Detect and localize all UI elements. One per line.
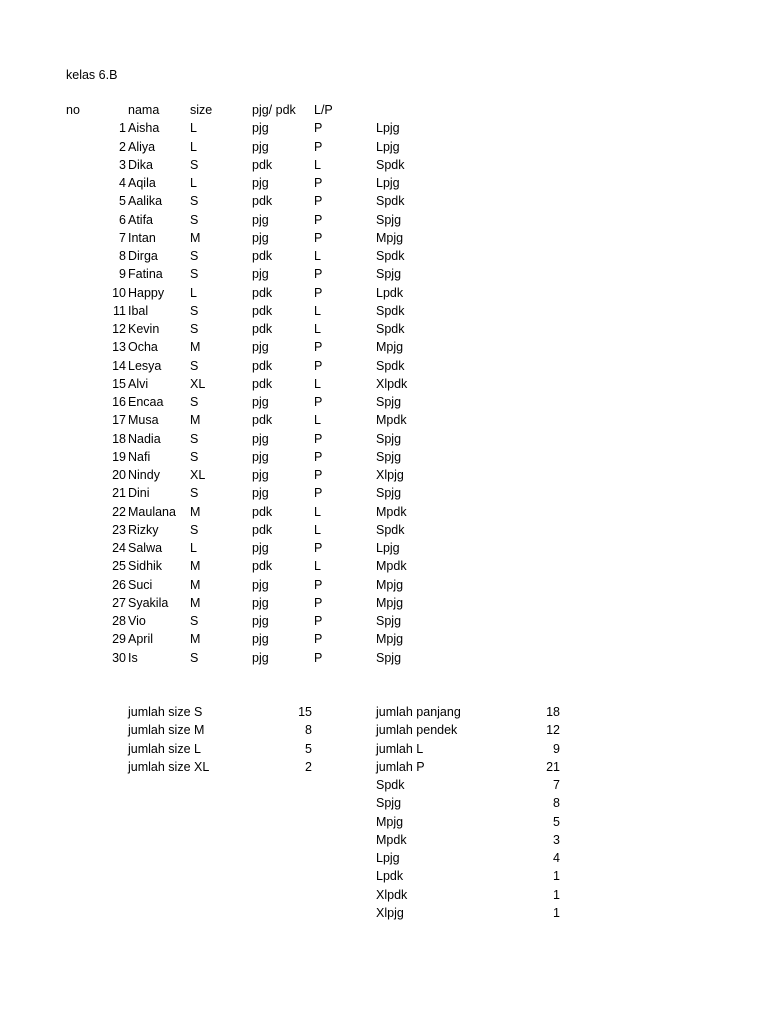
cell-nama: Rizky bbox=[128, 522, 159, 537]
size-summary-table bbox=[128, 703, 312, 776]
cell-code: Spjg bbox=[376, 486, 402, 501]
table-row bbox=[66, 503, 456, 521]
cell-nama: Ibal bbox=[128, 303, 149, 318]
summary-value: 21 bbox=[546, 759, 560, 774]
cell-pjg-pdk: pjg bbox=[252, 468, 269, 482]
cell-code: Spjg bbox=[376, 267, 402, 282]
cell-lp: L bbox=[314, 303, 321, 318]
cell-no: 16 bbox=[112, 395, 126, 409]
summary-label: jumlah pendek bbox=[376, 723, 458, 738]
cell-size: S bbox=[190, 395, 199, 409]
header-nama: nama bbox=[128, 103, 160, 117]
cell-no: 29 bbox=[112, 632, 126, 647]
cell-no: 21 bbox=[112, 486, 126, 501]
table-row bbox=[66, 557, 456, 575]
summary-value: 1 bbox=[553, 887, 560, 902]
cell-nama: Aqila bbox=[128, 176, 156, 190]
cell-no: 8 bbox=[119, 249, 126, 263]
table-row bbox=[66, 265, 456, 283]
cell-code: Lpjg bbox=[376, 121, 400, 136]
cell-code: Spjg bbox=[376, 431, 402, 446]
cell-size: M bbox=[190, 595, 201, 610]
summary-row bbox=[376, 886, 560, 904]
cell-size: L bbox=[190, 541, 197, 555]
table-row bbox=[66, 338, 456, 356]
summary-row bbox=[376, 904, 560, 922]
cell-pjg-pdk: pdk bbox=[252, 249, 273, 263]
cell-nama: April bbox=[128, 632, 154, 647]
cell-no: 13 bbox=[112, 340, 126, 355]
cell-nama: Fatina bbox=[128, 267, 163, 282]
cell-size: S bbox=[190, 614, 199, 628]
cell-size: M bbox=[190, 632, 201, 647]
cell-pjg-pdk: pdk bbox=[252, 303, 273, 318]
table-row bbox=[66, 466, 456, 484]
cell-pjg-pdk: pdk bbox=[252, 322, 273, 336]
cell-nama: Nindy bbox=[128, 468, 160, 482]
cell-size: M bbox=[190, 577, 201, 592]
cell-no: 6 bbox=[119, 212, 126, 227]
cell-lp: P bbox=[314, 121, 323, 136]
cell-no: 26 bbox=[112, 577, 126, 592]
cell-size: S bbox=[190, 303, 199, 318]
cell-nama: Musa bbox=[128, 413, 159, 428]
cell-lp: L bbox=[314, 522, 321, 537]
summary-row bbox=[128, 740, 312, 758]
cell-size: M bbox=[190, 504, 201, 519]
cell-code: Spdk bbox=[376, 157, 405, 172]
cell-pjg-pdk: pjg bbox=[252, 230, 269, 245]
table-row bbox=[66, 484, 456, 502]
cell-pjg-pdk: pjg bbox=[252, 395, 269, 409]
cell-lp: P bbox=[314, 449, 323, 464]
cell-pjg-pdk: pdk bbox=[252, 194, 273, 209]
cell-nama: Salwa bbox=[128, 541, 163, 555]
summary-value: 3 bbox=[553, 832, 560, 847]
table-row bbox=[66, 411, 456, 429]
summary-label: jumlah L bbox=[376, 741, 424, 756]
cell-nama: Dirga bbox=[128, 249, 158, 263]
cell-lp: P bbox=[314, 650, 323, 665]
cell-size: S bbox=[190, 157, 199, 172]
cell-nama: Ocha bbox=[128, 340, 158, 355]
cell-size: L bbox=[190, 139, 197, 154]
cell-nama: Dini bbox=[128, 486, 150, 501]
cell-code: Spjg bbox=[376, 212, 402, 227]
cell-pjg-pdk: pdk bbox=[252, 358, 273, 373]
cell-code: Spdk bbox=[376, 322, 405, 336]
table-row bbox=[66, 375, 456, 393]
cell-size: S bbox=[190, 212, 199, 227]
cell-no: 3 bbox=[119, 157, 126, 172]
student-table bbox=[66, 101, 456, 667]
cell-nama: Vio bbox=[128, 614, 146, 628]
cell-no: 25 bbox=[112, 559, 126, 574]
cell-pjg-pdk: pjg bbox=[252, 632, 269, 647]
cell-nama: Atifa bbox=[128, 212, 154, 227]
cell-lp: P bbox=[314, 139, 323, 154]
table-row bbox=[66, 320, 456, 338]
cell-nama: Maulana bbox=[128, 504, 176, 519]
cell-no: 28 bbox=[112, 614, 126, 628]
cell-no: 17 bbox=[112, 413, 126, 428]
cell-code: Spjg bbox=[376, 650, 402, 665]
header-pjg-pdk: pjg/ pdk bbox=[252, 103, 296, 117]
table-row bbox=[66, 211, 456, 229]
cell-size: L bbox=[190, 176, 197, 190]
table-row bbox=[66, 357, 456, 375]
cell-nama: Aisha bbox=[128, 121, 160, 136]
table-row bbox=[66, 247, 456, 265]
cell-pjg-pdk: pjg bbox=[252, 541, 269, 555]
cell-size: L bbox=[190, 285, 197, 300]
cell-pjg-pdk: pjg bbox=[252, 267, 269, 282]
cell-no: 23 bbox=[112, 522, 126, 537]
cell-nama: Alvi bbox=[128, 376, 149, 391]
cell-size: S bbox=[190, 194, 199, 209]
cell-pjg-pdk: pdk bbox=[252, 376, 273, 391]
cell-size: S bbox=[190, 522, 199, 537]
cell-nama: Kevin bbox=[128, 322, 160, 336]
cell-pjg-pdk: pjg bbox=[252, 176, 269, 190]
table-row bbox=[66, 119, 456, 137]
cell-no: 18 bbox=[112, 431, 126, 446]
cell-nama: Sidhik bbox=[128, 559, 163, 574]
cell-no: 5 bbox=[119, 194, 126, 209]
type-summary-table bbox=[376, 703, 560, 922]
cell-pjg-pdk: pjg bbox=[252, 577, 269, 592]
cell-lp: P bbox=[314, 468, 323, 482]
summary-value: 1 bbox=[553, 905, 560, 920]
table-row bbox=[66, 156, 456, 174]
cell-size: M bbox=[190, 340, 201, 355]
summary-label: jumlah size XL bbox=[128, 759, 210, 774]
summary-label: Spjg bbox=[376, 796, 402, 811]
table-row bbox=[66, 174, 456, 192]
cell-code: Spjg bbox=[376, 614, 402, 628]
cell-lp: L bbox=[314, 249, 321, 263]
cell-code: Spjg bbox=[376, 449, 402, 464]
cell-nama: Suci bbox=[128, 577, 153, 592]
cell-code: Spdk bbox=[376, 358, 405, 373]
cell-nama: Syakila bbox=[128, 595, 169, 610]
table-row bbox=[66, 649, 456, 667]
cell-pjg-pdk: pdk bbox=[252, 522, 273, 537]
cell-no: 15 bbox=[112, 376, 126, 391]
cell-size: L bbox=[190, 121, 197, 136]
cell-code: Lpjg bbox=[376, 176, 400, 190]
summary-row bbox=[376, 703, 560, 721]
cell-pjg-pdk: pjg bbox=[252, 121, 269, 136]
summary-value: 1 bbox=[553, 869, 560, 884]
summary-value: 5 bbox=[305, 741, 312, 756]
student-table-body bbox=[66, 119, 456, 667]
summary-value: 5 bbox=[553, 814, 560, 829]
cell-nama: Happy bbox=[128, 285, 165, 300]
summary-label: Lpjg bbox=[376, 851, 400, 865]
summary-value: 9 bbox=[553, 741, 560, 756]
cell-pjg-pdk: pdk bbox=[252, 285, 273, 300]
summary-row bbox=[376, 831, 560, 849]
cell-lp: P bbox=[314, 212, 323, 227]
cell-code: Xlpdk bbox=[376, 376, 408, 391]
cell-lp: P bbox=[314, 614, 323, 628]
cell-no: 22 bbox=[112, 504, 126, 519]
summary-row bbox=[128, 758, 312, 776]
header-no: no bbox=[66, 103, 80, 117]
cell-code: Mpjg bbox=[376, 632, 404, 647]
summary-value: 15 bbox=[298, 705, 312, 719]
summary-value: 18 bbox=[546, 705, 560, 719]
cell-lp: L bbox=[314, 322, 321, 336]
table-row bbox=[66, 229, 456, 247]
cell-no: 14 bbox=[112, 358, 126, 373]
summary-label: Lpdk bbox=[376, 869, 404, 884]
cell-nama: Is bbox=[128, 650, 138, 665]
cell-no: 2 bbox=[119, 139, 126, 154]
cell-no: 27 bbox=[112, 595, 126, 610]
header-lp: L/P bbox=[314, 103, 333, 117]
cell-code: Xlpjg bbox=[376, 468, 404, 482]
cell-lp: P bbox=[314, 632, 323, 647]
cell-code: Spdk bbox=[376, 249, 405, 263]
cell-no: 24 bbox=[112, 541, 126, 555]
cell-pjg-pdk: pdk bbox=[252, 559, 273, 574]
table-row bbox=[66, 192, 456, 210]
cell-code: Spdk bbox=[376, 303, 405, 318]
table-row bbox=[66, 521, 456, 539]
summary-label: jumlah size L bbox=[128, 741, 201, 756]
cell-code: Mpjg bbox=[376, 230, 404, 245]
cell-nama: Lesya bbox=[128, 358, 162, 373]
cell-code: Spdk bbox=[376, 194, 405, 209]
cell-size: XL bbox=[190, 376, 206, 391]
cell-nama: Encaa bbox=[128, 395, 164, 409]
table-row bbox=[66, 430, 456, 448]
cell-lp: L bbox=[314, 559, 321, 574]
summary-row bbox=[376, 721, 560, 739]
cell-lp: L bbox=[314, 157, 321, 172]
cell-lp: L bbox=[314, 504, 321, 519]
cell-pjg-pdk: pjg bbox=[252, 212, 269, 227]
cell-code: Mpdk bbox=[376, 559, 407, 574]
summary-value: 12 bbox=[546, 723, 560, 738]
summary-row bbox=[376, 813, 560, 831]
cell-no: 10 bbox=[112, 285, 126, 300]
cell-code: Mpdk bbox=[376, 413, 407, 428]
cell-size: S bbox=[190, 449, 199, 464]
cell-code: Mpdk bbox=[376, 504, 407, 519]
cell-no: 19 bbox=[112, 449, 126, 464]
summary-row bbox=[128, 721, 312, 739]
summary-value: 8 bbox=[305, 723, 312, 738]
summary-row bbox=[376, 776, 560, 794]
cell-nama: Aalika bbox=[128, 194, 163, 209]
summary-label: Mpjg bbox=[376, 814, 404, 829]
table-row bbox=[66, 594, 456, 612]
cell-nama: Aliya bbox=[128, 139, 156, 154]
summary-value: 4 bbox=[553, 851, 560, 865]
table-row bbox=[66, 284, 456, 302]
table-row bbox=[66, 302, 456, 320]
cell-pjg-pdk: pdk bbox=[252, 157, 273, 172]
cell-no: 12 bbox=[112, 322, 126, 336]
table-row bbox=[66, 612, 456, 630]
cell-code: Lpdk bbox=[376, 285, 404, 300]
summary-label: jumlah panjang bbox=[376, 705, 461, 719]
cell-lp: L bbox=[314, 413, 321, 428]
cell-no: 30 bbox=[112, 650, 126, 665]
cell-lp: P bbox=[314, 577, 323, 592]
cell-code: Spjg bbox=[376, 395, 402, 409]
cell-size: XL bbox=[190, 468, 206, 482]
cell-size: M bbox=[190, 230, 201, 245]
table-row bbox=[66, 630, 456, 648]
cell-pjg-pdk: pdk bbox=[252, 413, 273, 428]
cell-code: Mpjg bbox=[376, 577, 404, 592]
cell-pjg-pdk: pjg bbox=[252, 595, 269, 610]
summary-value: 2 bbox=[305, 759, 312, 774]
table-row bbox=[66, 576, 456, 594]
cell-size: S bbox=[190, 650, 199, 665]
cell-lp: P bbox=[314, 267, 323, 282]
cell-size: S bbox=[190, 358, 199, 373]
summary-row bbox=[376, 758, 560, 776]
cell-lp: P bbox=[314, 194, 323, 209]
summary-row bbox=[128, 703, 312, 721]
cell-no: 11 bbox=[113, 303, 126, 318]
summary-row bbox=[376, 794, 560, 812]
cell-size: S bbox=[190, 267, 199, 282]
cell-code: Lpjg bbox=[376, 139, 400, 154]
summary-row bbox=[376, 867, 560, 885]
table-row bbox=[66, 393, 456, 411]
sheet-title: kelas 6.B bbox=[66, 68, 118, 82]
summary-label: jumlah size M bbox=[128, 723, 205, 738]
cell-pjg-pdk: pjg bbox=[252, 486, 269, 501]
summary-label: jumlah size S bbox=[128, 705, 203, 719]
summary-label: Xlpdk bbox=[376, 887, 408, 902]
table-row bbox=[66, 539, 456, 557]
header-code bbox=[376, 101, 456, 119]
cell-lp: P bbox=[314, 340, 323, 355]
cell-lp: P bbox=[314, 595, 323, 610]
cell-size: S bbox=[190, 249, 199, 263]
cell-lp: P bbox=[314, 358, 323, 373]
cell-size: S bbox=[190, 322, 199, 336]
cell-nama: Nadia bbox=[128, 431, 161, 446]
cell-pjg-pdk: pjg bbox=[252, 614, 269, 628]
header-size: size bbox=[190, 103, 213, 117]
cell-lp: P bbox=[314, 541, 323, 555]
cell-nama: Nafi bbox=[128, 449, 151, 464]
cell-pjg-pdk: pjg bbox=[252, 449, 269, 464]
summary-label: jumlah P bbox=[376, 759, 425, 774]
cell-code: Lpjg bbox=[376, 541, 400, 555]
cell-size: S bbox=[190, 486, 199, 501]
cell-pjg-pdk: pjg bbox=[252, 340, 269, 355]
summary-label: Mpdk bbox=[376, 832, 407, 847]
cell-size: M bbox=[190, 559, 201, 574]
cell-no: 1 bbox=[119, 121, 126, 136]
cell-lp: P bbox=[314, 431, 323, 446]
cell-no: 9 bbox=[119, 267, 126, 282]
cell-no: 4 bbox=[119, 176, 126, 190]
summary-label: Xlpjg bbox=[376, 905, 404, 920]
cell-no: 7 bbox=[119, 230, 126, 245]
cell-lp: L bbox=[314, 376, 321, 391]
cell-code: Mpjg bbox=[376, 595, 404, 610]
cell-size: S bbox=[190, 431, 199, 446]
summary-label: Spdk bbox=[376, 778, 405, 792]
summary-value: 7 bbox=[553, 778, 560, 792]
cell-nama: Dika bbox=[128, 157, 154, 172]
summary-value: 8 bbox=[553, 796, 560, 811]
cell-no: 20 bbox=[112, 468, 126, 482]
cell-lp: P bbox=[314, 285, 323, 300]
summary-row bbox=[376, 849, 560, 867]
cell-pjg-pdk: pjg bbox=[252, 650, 269, 665]
cell-lp: P bbox=[314, 486, 323, 501]
cell-nama: Intan bbox=[128, 230, 156, 245]
cell-lp: P bbox=[314, 176, 323, 190]
table-header-row bbox=[66, 101, 456, 119]
cell-pjg-pdk: pjg bbox=[252, 431, 269, 446]
cell-size: M bbox=[190, 413, 201, 428]
cell-code: Mpjg bbox=[376, 340, 404, 355]
table-row bbox=[66, 448, 456, 466]
table-row bbox=[66, 138, 456, 156]
cell-pjg-pdk: pjg bbox=[252, 139, 269, 154]
cell-lp: P bbox=[314, 230, 323, 245]
cell-lp: P bbox=[314, 395, 323, 409]
cell-code: Spdk bbox=[376, 522, 405, 537]
cell-pjg-pdk: pdk bbox=[252, 504, 273, 519]
summary-row bbox=[376, 740, 560, 758]
